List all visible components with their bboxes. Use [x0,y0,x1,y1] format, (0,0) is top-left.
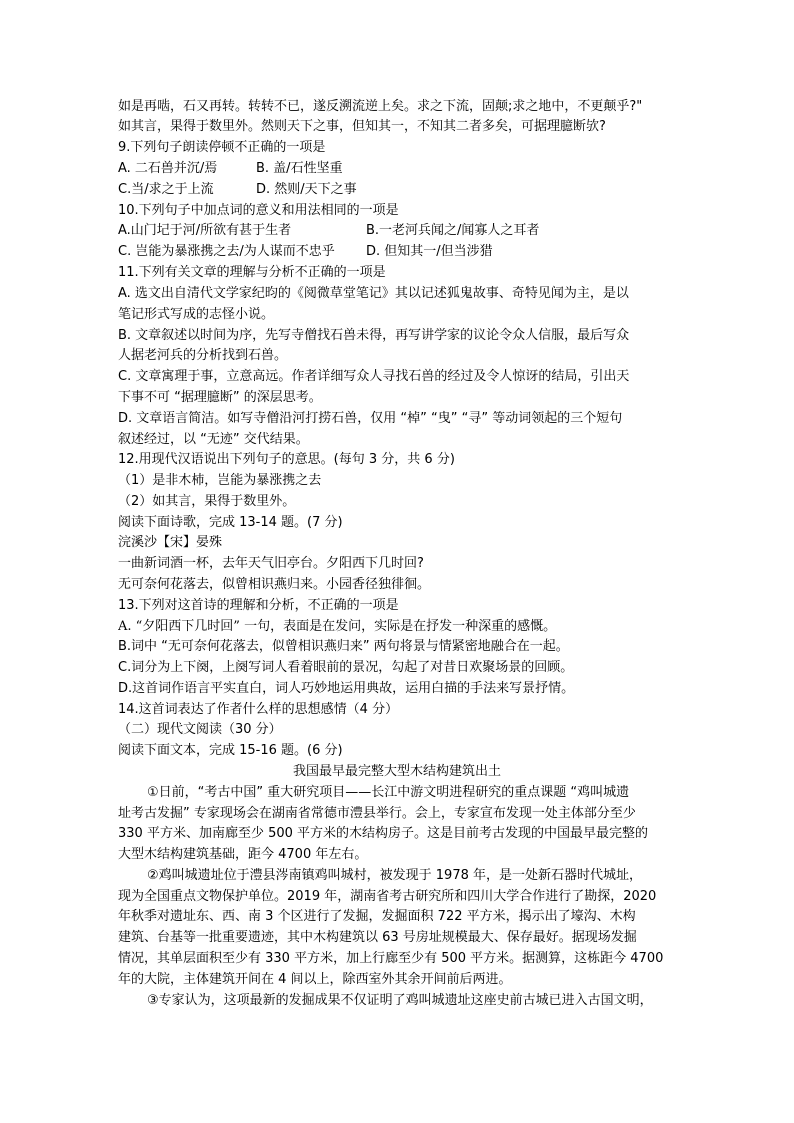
paragraph-line: 现为全国重点文物保护单位。2019 年，湖南省考古研究所和四川大学合作进行了勘探，2020 [118,889,657,904]
question-10-stem: 10.下列句子中加点词的意义和用法相同的一项是 [118,203,399,218]
paragraph-line: 330 平方米、加南廊至少 500 平方米的木结构房子。这是目前考古发现的中国最早最完整的 [118,826,649,841]
paragraph-line: 年的大院，主体建筑开间在 4 间以上，除西室外其余开间前后两进。 [118,972,512,987]
question-12-stem: 12.用现代汉语说出下列句子的意思。(每句 3 分，共 6 分) [118,452,455,467]
option-d-cont: 叙述经过，以 “无迹” 交代结果。 [118,432,309,447]
option-a-cont: 笔记形式写成的志怪小说。 [118,307,275,322]
question-9-options [118,180,678,200]
question-13-stem: 13.下列对这首诗的理解和分析，不正确的一项是 [118,598,399,613]
reading-intro: 阅读下面文本，完成 15-16 题。(6 分) [118,743,343,758]
option-b: B. 盖/石性坚重 [256,161,343,176]
paragraph-line: ③专家认为，这项最新的发掘成果不仅证明了鸡叫城遗址这座史前古城已进入古国文明， [147,993,653,1008]
paragraph-line: 年秋季对遗址东、西、南 3 个区进行了发掘，发掘面积 722 平方米，揭示出了壕沟、木构 [118,909,636,924]
passage-line: 如其言，果得于数里外。然则天下之事，但知其一，不知其二者多矣，可据理臆断欤? [118,119,606,134]
question-10-options [118,242,678,262]
option-c: C. 岂能为暴涨携之去/为人谋而不忠乎 [118,244,335,259]
option-b: B.词中 “无可奈何花落去，似曾相识燕归来” 两句将景与情紧密地融合在一起。 [118,639,569,654]
sentence-1: （1）是非木杮，岂能为暴涨携之去 [118,473,322,488]
question-9-options [118,159,678,179]
option-d: D. 但知其一/但当涉猎 [366,244,493,259]
option-b-cont: 人据老河兵的分析找到石兽。 [118,348,288,363]
paragraph-line: ①日前，“考古中国” 重大研究项目——长江中游文明进程研究的重点课题 “鸡叫城遗 [147,785,630,800]
option-c: C.词分为上下阕，上阕写词人看着眼前的景况，勾起了对昔日欢聚场景的回顾。 [118,660,574,675]
question-9-stem: 9.下列句子朗读停顿不正确的一项是 [118,140,326,155]
paragraph-line: 址考古发掘” 专家现场会在湖南省常德市澧县举行。会上，专家宣布发现一处主体部分至少 [118,806,636,821]
poem-title: 浣溪沙【宋】晏殊 [118,535,223,550]
poem-line: 一曲新词酒一杯，去年天气旧亭台。夕阳西下几时回? [118,556,424,571]
paragraph-line: 大型木结构建筑基础，距今 4700 年左右。 [118,847,368,862]
paragraph-line: 情况，其单层面积至少有 330 平方米，加上行廊至少有 500 平方米。据测算，这栋距今 4700 [118,951,664,966]
article-title: 我国最早最完整大型木结构建筑出土 [292,764,501,779]
option-c: C.当/求之于上流 [118,182,214,197]
section-heading: （二）现代文阅读（30 分） [118,722,282,737]
option-a: A. “夕阳西下几时回” 一句，表面是在发问，实际是在抒发一种深重的感慨。 [118,619,557,634]
option-d: D. 然则/天下之事 [256,182,357,197]
option-b: B.一老河兵闻之/闻寡人之耳者 [366,223,540,238]
option-c: C. 文章寓理于事，立意高远。作者详细写众人寻找石兽的经过及令人惊讶的结局，引出天 [118,369,630,384]
option-d: D. 文章语言简洁。如写寺僧沿河打捞石兽，仅用 “棹” “曳” “寻” 等动词领起的三个短句 [118,411,623,426]
passage-line: 如是再啮，石又再转。转转不已，遂反溯流逆上矣。求之下流，固颠;求之地中，不更颠乎?" [118,99,643,114]
option-c-cont: 下事不可 “据理臆断” 的深层思考。 [118,390,322,405]
option-b: B. 文章叙述以时间为序，先写寺僧找石兽未得，再写讲学家的议论令众人信服，最后写众 [118,328,630,343]
poem-line: 无可奈何花落去，似曾相识燕归来。小园香径独徘徊。 [118,577,431,592]
question-10-options [118,221,678,241]
sentence-2: （2）如其言，果得于数里外。 [118,494,296,509]
paragraph-line: ②鸡叫城遗址位于澧县涔南镇鸡叫城村，被发现于 1978 年，是一处新石器时代城址， [147,868,643,883]
paragraph-line: 建筑、台基等一批重要遗迹，其中木构建筑以 63 号房址规模最大、保存最好。据现场发掘 [118,930,637,945]
option-d: D.这首词作语言平实直白，词人巧妙地运用典故，运用白描的手法来写景抒情。 [118,681,575,696]
option-a: A.山门圮于河/所欲有甚于生者 [118,223,292,238]
option-a: A. 选文出自清代文学家纪昀的《阅微草堂笔记》其以记述狐鬼故事、奇特见闻为主，是以 [118,286,629,301]
question-14-stem: 14.这首词表达了作者什么样的思想感情（4 分） [118,702,399,717]
poem-intro: 阅读下面诗歌，完成 13-14 题。(7 分) [118,515,343,530]
question-11-stem: 11.下列有关文章的理解与分析不正确的一项是 [118,265,386,280]
option-a: A. 二石兽并沉/焉 [118,161,218,176]
